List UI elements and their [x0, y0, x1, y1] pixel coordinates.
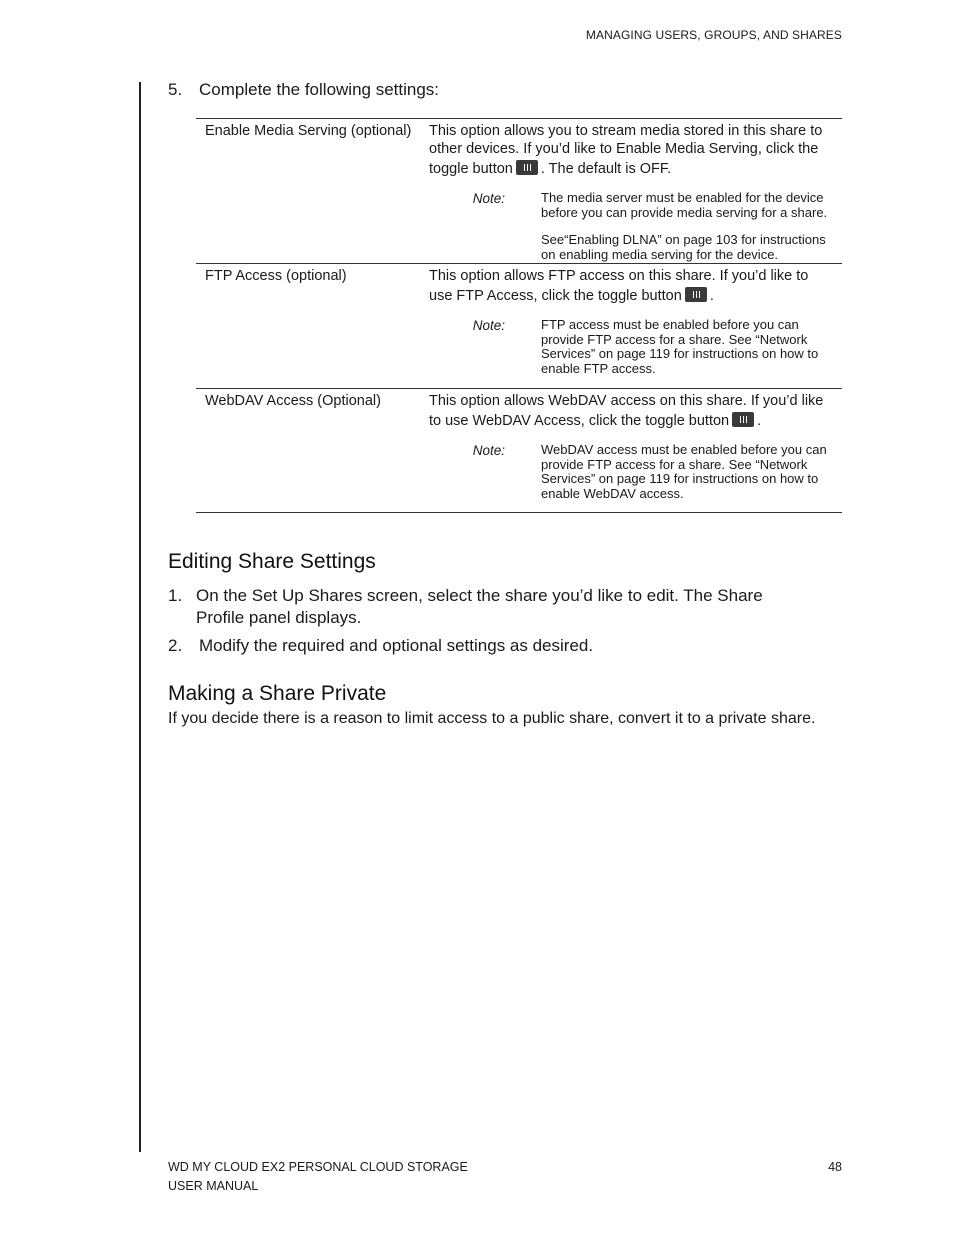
step-number: 2.	[168, 636, 183, 655]
setting-description	[421, 392, 842, 506]
running-header: MANAGING USERS, GROUPS, AND SHARES	[585, 28, 842, 42]
toggle-button-icon	[685, 287, 707, 302]
footer-manual: USER MANUAL	[168, 1179, 259, 1193]
desc-line: to use WebDAV Access, click the toggle button	[429, 413, 730, 429]
desc-line: This option allows FTP access on this share. If you’d like to	[429, 268, 809, 284]
editing-step-1	[168, 585, 763, 629]
settings-row-webdav	[196, 389, 842, 513]
settings-table	[196, 118, 842, 513]
desc-line: This option allows WebDAV access on this share. If you’d like	[429, 393, 824, 409]
note	[429, 318, 842, 376]
step-number: 1.	[168, 586, 183, 605]
note	[429, 443, 842, 501]
settings-row-media-serving	[196, 119, 842, 264]
step-number: 5.	[168, 80, 183, 99]
step-text: Modify the required and optional settings as desired.	[199, 636, 594, 655]
toggle-button-icon	[732, 412, 754, 427]
desc-line: .	[709, 288, 714, 304]
setting-label: FTP Access (optional)	[205, 268, 347, 284]
note-text: FTP access must be enabled before you can provide FTP access for a share. See “Network Services” on page 119 for instructions on how to enable FTP access.	[541, 317, 819, 376]
step-5	[168, 79, 439, 101]
note-text: The media server must be enabled for the device before you can provide media serving for a share.	[541, 190, 828, 220]
note-label: Note:	[472, 318, 505, 333]
setting-label: WebDAV Access (Optional)	[205, 393, 381, 409]
desc-line: toggle button	[429, 161, 513, 177]
toggle-button-icon	[516, 160, 538, 175]
margin-rule	[139, 82, 141, 1152]
private-paragraph: If you decide there is a reason to limit access to a public share, convert it to a private share.	[168, 710, 816, 727]
page-number: 48	[828, 1160, 842, 1174]
editing-step-2	[168, 635, 593, 657]
desc-line: use FTP Access, click the toggle button	[429, 288, 682, 304]
footer-product-name: WD MY CLOUD EX2 PERSONAL CLOUD STORAGE	[168, 1160, 468, 1174]
desc-line: . The default is OFF.	[540, 161, 672, 177]
step-text: Complete the following settings:	[199, 80, 440, 99]
settings-row-ftp	[196, 264, 842, 389]
note-text: See“Enabling DLNA” on page 103 for instructions on enabling media serving for the device.	[541, 232, 826, 262]
step-text: On the Set Up Shares screen, select the share you’d like to edit. The Share	[196, 586, 763, 605]
setting-description	[421, 122, 842, 262]
note-label: Note:	[472, 191, 505, 206]
desc-line: other devices. If you’d like to Enable Media Serving, click the	[429, 141, 819, 157]
setting-label: Enable Media Serving (optional)	[205, 123, 412, 139]
step-text: Profile panel displays.	[196, 608, 362, 627]
section-heading-editing: Editing Share Settings	[168, 550, 376, 573]
desc-line: This option allows you to stream media stored in this share to	[429, 123, 823, 139]
section-heading-private: Making a Share Private	[168, 682, 387, 705]
note	[429, 191, 842, 262]
note-text: WebDAV access must be enabled before you can provide FTP access for a share. See “Network Services” on page 119 for instructions on how to enable WebDAV access.	[541, 442, 827, 501]
setting-description	[421, 267, 842, 382]
desc-line: .	[757, 413, 762, 429]
footer-product	[168, 1158, 468, 1196]
note-label: Note:	[472, 443, 505, 458]
